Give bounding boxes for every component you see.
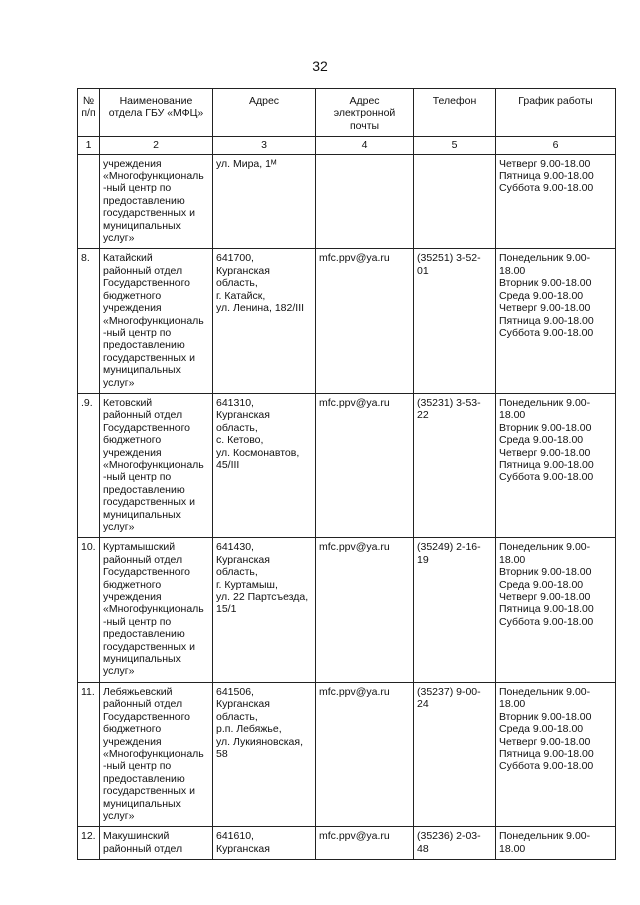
header-num: № п/п bbox=[78, 89, 100, 137]
department-address: 641310, Курганская область, с. Кетово, ул. Космонавтов, 45/III bbox=[213, 393, 316, 537]
mfc-departments-table bbox=[77, 88, 616, 860]
department-address: 641700, Курганская область, г. Катайск, ул. Ленина, 182/III bbox=[213, 249, 316, 393]
department-address: 641610, Курганская bbox=[213, 827, 316, 860]
header-phone: Телефон bbox=[414, 89, 496, 137]
column-number: 4 bbox=[316, 137, 414, 154]
department-name: Лебяжьевский районный отдел Государственного бюджетного учреждения «Многофункциональ -ный центр по предоставлению государственных и муниципальных услуг» bbox=[100, 682, 213, 826]
table-row bbox=[78, 249, 616, 393]
row-number: 10. bbox=[78, 538, 100, 682]
table-row bbox=[78, 682, 616, 826]
department-email: mfc.ppv@ya.ru bbox=[316, 682, 414, 826]
column-number-row bbox=[78, 137, 616, 154]
department-schedule: Понедельник 9.00- 18.00 Вторник 9.00-18.00 Среда 9.00-18.00 Четверг 9.00-18.00 Пятница 9.00-18.00 Суббота 9.00-18.00 bbox=[496, 538, 616, 682]
department-schedule: Понедельник 9.00- 18.00 bbox=[496, 827, 616, 860]
department-phone: (35236) 2-03- 48 bbox=[414, 827, 496, 860]
header-schedule: График работы bbox=[496, 89, 616, 137]
table-row bbox=[78, 154, 616, 249]
department-phone: (35231) 3-53- 22 bbox=[414, 393, 496, 537]
header-email: Адрес электронной почты bbox=[316, 89, 414, 137]
department-schedule: Понедельник 9.00- 18.00 Вторник 9.00-18.00 Среда 9.00-18.00 Четверг 9.00-18.00 Пятница 9.00-18.00 Суббота 9.00-18.00 bbox=[496, 393, 616, 537]
column-number: 1 bbox=[78, 137, 100, 154]
department-phone: (35251) 3-52- 01 bbox=[414, 249, 496, 393]
column-number: 3 bbox=[213, 137, 316, 154]
department-email: mfc.ppv@ya.ru bbox=[316, 538, 414, 682]
table-row bbox=[78, 538, 616, 682]
table-row bbox=[78, 827, 616, 860]
header-address: Адрес bbox=[213, 89, 316, 137]
department-name: учреждения «Многофункциональ -ный центр по предоставлению государственных и муниципальных услуг» bbox=[100, 154, 213, 249]
department-name: Кетовский районный отдел Государственного бюджетного учреждения «Многофункциональ -ный центр по предоставлению государственных и муниципальных услуг» bbox=[100, 393, 213, 537]
header-row bbox=[78, 89, 616, 137]
department-email: mfc.ppv@ya.ru bbox=[316, 393, 414, 537]
department-name: Куртамышский районный отдел Государственного бюджетного учреждения «Многофункциональ -ный центр по предоставлению государственных и муниципальных услуг» bbox=[100, 538, 213, 682]
department-email bbox=[316, 154, 414, 249]
row-number: 12. bbox=[78, 827, 100, 860]
row-number: .9. bbox=[78, 393, 100, 537]
department-address: 641430, Курганская область, г. Куртамыш, ул. 22 Партсъезда, 15/1 bbox=[213, 538, 316, 682]
department-name: Катайский районный отдел Государственного бюджетного учреждения «Многофункциональ -ный центр по предоставлению государственных и муниципальных услуг» bbox=[100, 249, 213, 393]
column-number: 2 bbox=[100, 137, 213, 154]
column-number: 6 bbox=[496, 137, 616, 154]
row-number: 11. bbox=[78, 682, 100, 826]
department-email: mfc.ppv@ya.ru bbox=[316, 249, 414, 393]
row-number: 8. bbox=[78, 249, 100, 393]
department-schedule: Понедельник 9.00- 18.00 Вторник 9.00-18.00 Среда 9.00-18.00 Четверг 9.00-18.00 Пятница 9.00-18.00 Суббота 9.00-18.00 bbox=[496, 249, 616, 393]
department-phone: (35237) 9-00- 24 bbox=[414, 682, 496, 826]
department-address: ул. Мира, 1ᴹ bbox=[213, 154, 316, 249]
department-email: mfc.ppv@ya.ru bbox=[316, 827, 414, 860]
department-schedule: Четверг 9.00-18.00 Пятница 9.00-18.00 Суббота 9.00-18.00 bbox=[496, 154, 616, 249]
table-row bbox=[78, 393, 616, 537]
page-number: 32 bbox=[312, 58, 328, 74]
department-phone bbox=[414, 154, 496, 249]
row-number bbox=[78, 154, 100, 249]
department-address: 641506, Курганская область, р.п. Лебяжье, ул. Лукияновская, 58 bbox=[213, 682, 316, 826]
column-number: 5 bbox=[414, 137, 496, 154]
department-schedule: Понедельник 9.00- 18.00 Вторник 9.00-18.00 Среда 9.00-18.00 Четверг 9.00-18.00 Пятница 9.00-18.00 Суббота 9.00-18.00 bbox=[496, 682, 616, 826]
department-name: Макушинский районный отдел bbox=[100, 827, 213, 860]
header-name: Наименование отдела ГБУ «МФЦ» bbox=[100, 89, 213, 137]
department-phone: (35249) 2-16- 19 bbox=[414, 538, 496, 682]
